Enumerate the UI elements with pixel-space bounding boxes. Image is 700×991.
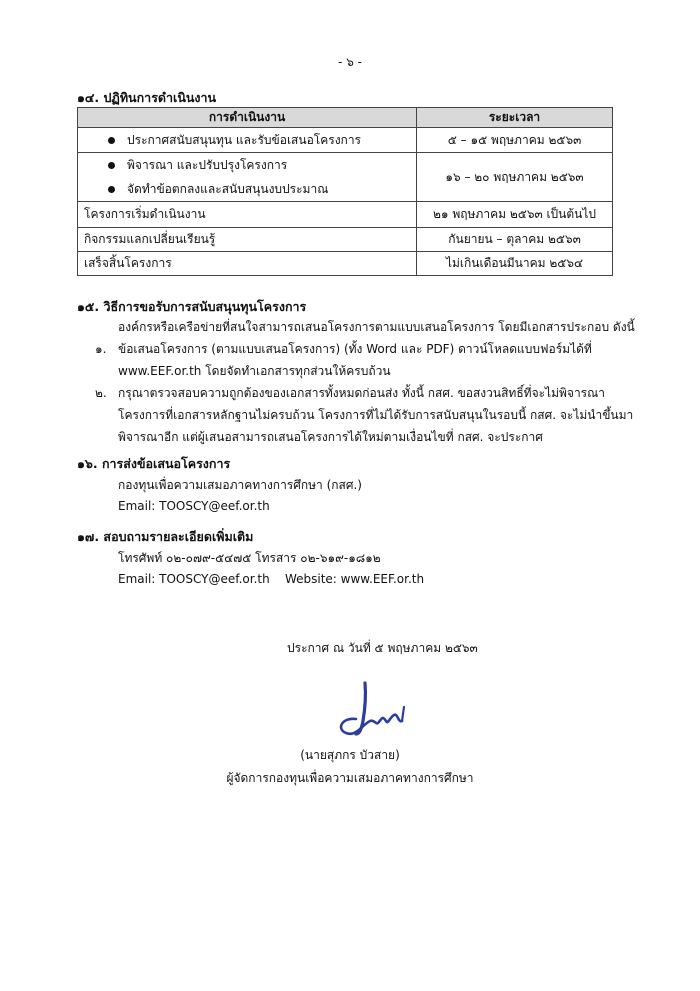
item-number: ๒.: [95, 386, 107, 400]
activity-cell: [78, 128, 417, 153]
bullet-icon: [108, 162, 115, 169]
period-cell: กันยายน – ตุลาคม ๒๕๖๓: [417, 228, 613, 252]
section-17-heading: ๑๗. สอบถามรายละเอียดเพิ่มเติม: [77, 529, 254, 544]
period-cell: ไม่เกินเดือนมีนาคม ๒๕๖๔: [417, 252, 613, 276]
period-cell: ๑๖ – ๒๐ พฤษภาคม ๒๕๖๓: [417, 153, 613, 202]
activity-cell: กิจกรรมแลกเปลี่ยนเรียนรู้: [78, 228, 417, 252]
item-2-line-2: โครงการที่เอกสารหลักฐานไม่ครบถ้วน โครงการที่ไม่ได้รับการสนับสนุนในรอบนี้ กสศ. จะไม่นำขึ้นมา: [118, 408, 634, 422]
section-17-phone: โทรศัพท์ ๐๒-๐๗๙-๕๔๗๕ โทรสาร ๐๒-๖๑๙-๑๘๑๒: [118, 551, 381, 565]
table-header-row: [78, 108, 613, 128]
section-17-contact: Email: TOOSCY@eef.or.th Website: www.EEF.or.th: [118, 572, 425, 586]
signer-title: ผู้จัดการกองทุนเพื่อความเสมอภาคทางการศึกษา: [226, 771, 474, 785]
item-2-line-3: พิจารณาอีก แต่ผู้เสนอสามารถเสนอโครงการได้ใหม่ตามเงื่อนไขที่ กสศ. จะประกาศ: [118, 430, 543, 444]
signature-image: [332, 677, 412, 739]
section-16-org: กองทุนเพื่อความเสมอภาคทางการศึกษา (กสศ.): [118, 478, 362, 492]
bullet-icon: [108, 186, 115, 193]
item-1-line-1: ข้อเสนอโครงการ (ตามแบบเสนอโครงการ) (ทั้ง Word และ PDF) ดาวน์โหลดแบบฟอร์มได้ที่: [118, 342, 592, 356]
col-activity-header: การดำเนินงาน: [78, 108, 417, 128]
announce-date: ประกาศ ณ วันที่ ๕ พฤษภาคม ๒๕๖๓: [287, 641, 478, 655]
section-16-heading: ๑๖. การส่งข้อเสนอโครงการ: [77, 456, 231, 471]
period-cell: ๒๑ พฤษภาคม ๒๕๖๓ เป็นต้นไป: [417, 202, 613, 228]
period-cell: ๕ – ๑๕ พฤษภาคม ๒๕๖๓: [417, 128, 613, 153]
section-16-email: Email: TOOSCY@eef.or.th: [118, 499, 270, 513]
activity-cell: โครงการเริ่มดำเนินงาน: [78, 202, 417, 228]
activity-item: ประกาศสนับสนุนทุน และรับข้อเสนอโครงการ: [127, 132, 361, 147]
table-row: [78, 228, 613, 252]
signer-name: (นายสุภกร บัวสาย): [300, 748, 400, 762]
activity-cell: เสร็จสิ้นโครงการ: [78, 252, 417, 276]
section-15-intro: องค์กรหรือเครือข่ายที่สนใจสามารถเสนอโครงการตามแบบเสนอโครงการ โดยมีเอกสารประกอบ ดังนี้: [118, 320, 635, 334]
schedule-table: [77, 107, 613, 276]
col-period-header: ระยะเวลา: [417, 108, 613, 128]
section-15-heading: ๑๕. วิธีการขอรับการสนับสนุนทุนโครงการ: [77, 299, 307, 314]
section-14-heading: ๑๔. ปฏิทินการดำเนินงาน: [77, 90, 217, 105]
table-row: [78, 153, 613, 202]
bullet-icon: [108, 137, 115, 144]
item-number: ๑.: [95, 342, 107, 356]
activity-item: จัดทำข้อตกลงและสนับสนุนงบประมาณ: [127, 181, 329, 196]
activity-item: พิจารณา และปรับปรุงโครงการ: [127, 157, 288, 172]
item-1-line-2: www.EEF.or.th โดยจัดทำเอกสารทุกส่วนให้ครบถ้วน: [118, 364, 391, 378]
table-row: [78, 252, 613, 276]
table-row: [78, 128, 613, 153]
activity-cell: [78, 153, 417, 202]
page-number: - ๖ -: [338, 55, 362, 69]
table-row: [78, 202, 613, 228]
item-2-line-1: กรุณาตรวจสอบความถูกต้องของเอกสารทั้งหมดก่อนส่ง ทั้งนี้ กสศ. ขอสงวนสิทธิ์ที่จะไม่พิจารณา: [118, 386, 605, 400]
